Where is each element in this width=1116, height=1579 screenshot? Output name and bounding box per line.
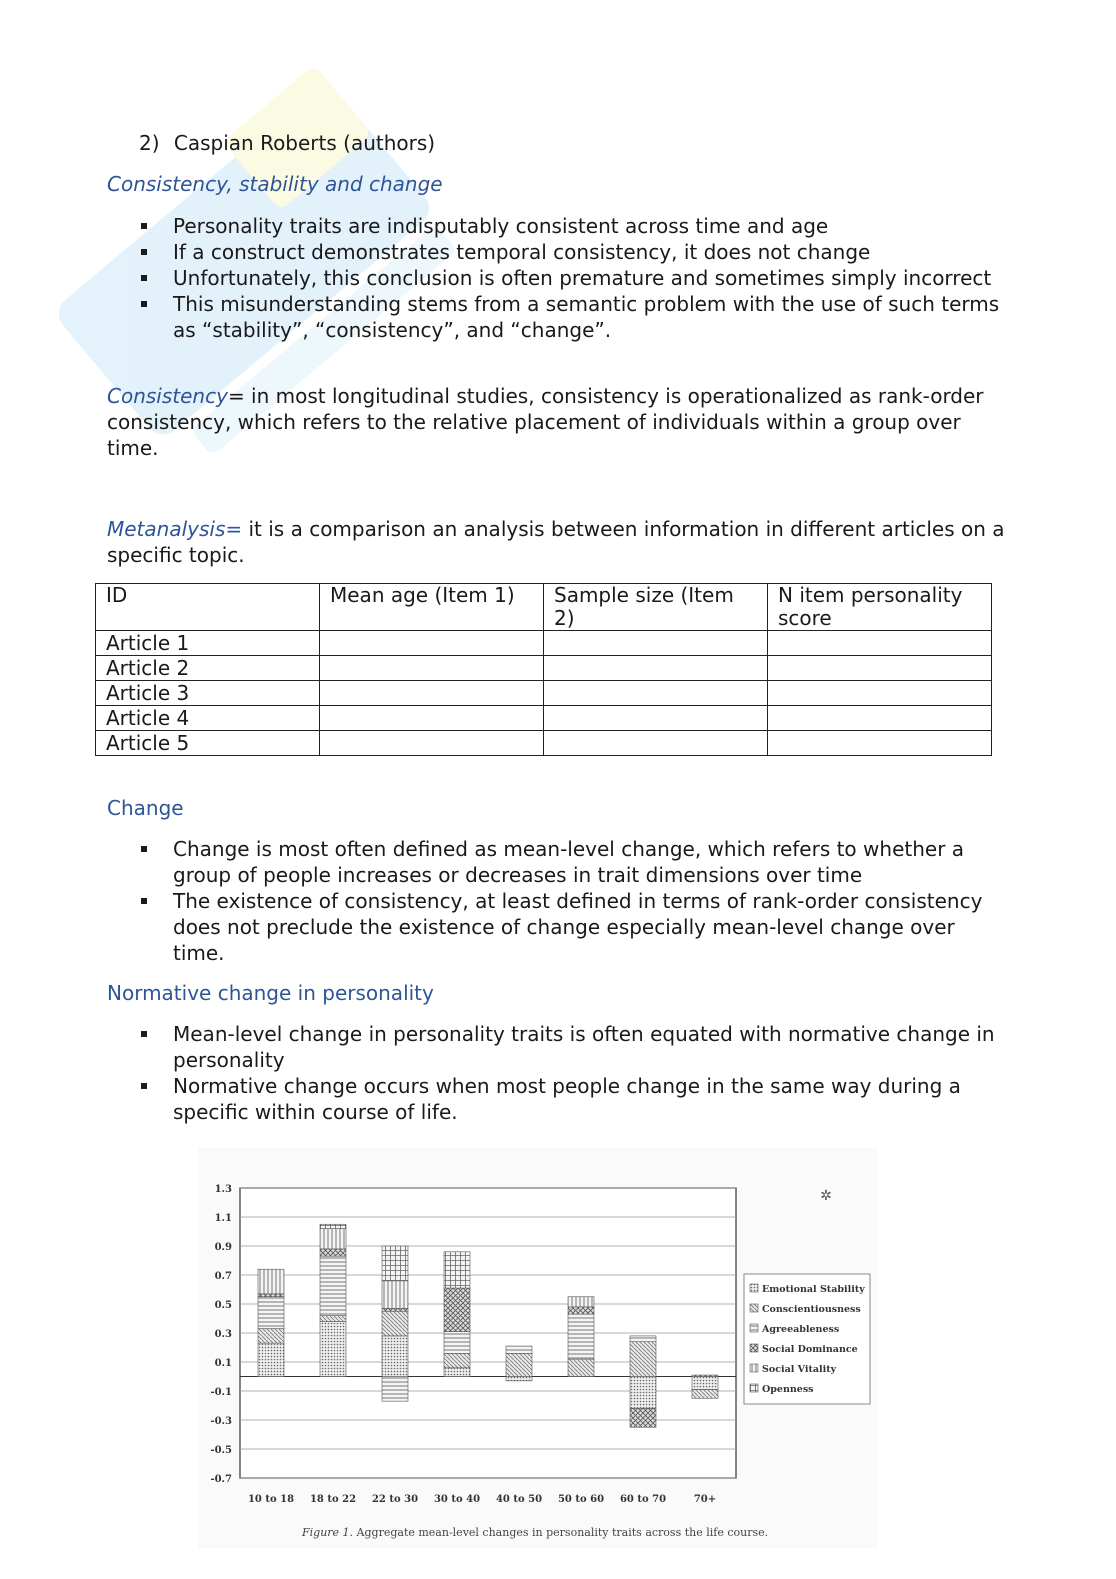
table-cell [320, 706, 544, 731]
table-cell [544, 731, 768, 756]
bar-segment [258, 1297, 284, 1329]
x-tick-label: 60 to 70 [619, 1494, 667, 1505]
table-header-cell: Mean age (Item 1) [320, 584, 544, 631]
x-tick-label: 40 to 50 [495, 1494, 543, 1505]
x-tick-label: 30 to 40 [433, 1494, 481, 1505]
bar-segment [506, 1353, 532, 1376]
legend-swatch [750, 1304, 758, 1312]
bullet-item: Change is most often defined as mean-level change, which refers to whether a group of people increases or decreases in trait dimensions over time [107, 836, 1007, 888]
legend-label: Social Vitality [762, 1364, 837, 1375]
y-tick-label: 1.3 [214, 1184, 232, 1195]
bullet-item: Personality traits are indisputably consistent across time and age [107, 213, 1007, 239]
bar-segment [692, 1390, 718, 1399]
bar-segment [382, 1281, 408, 1309]
y-tick-label: 0.3 [214, 1329, 232, 1340]
figure-caption [301, 1526, 768, 1539]
bar-segment [444, 1353, 470, 1368]
table-row [96, 656, 992, 681]
bar-segment [258, 1269, 284, 1294]
bar-segment [320, 1249, 346, 1256]
personality-change-chart [198, 1148, 878, 1548]
x-tick-label: 10 to 18 [247, 1494, 295, 1505]
bullet-item: If a construct demonstrates temporal consistency, it does not change [107, 239, 1007, 265]
bar-segment [320, 1256, 346, 1315]
bar-segment [382, 1246, 408, 1281]
legend-label: Agreeableness [762, 1324, 840, 1335]
bar-segment [692, 1377, 718, 1390]
legend-swatch [750, 1384, 758, 1392]
bar-segment [444, 1288, 470, 1332]
item-number: 2) [139, 131, 160, 155]
table-cell [768, 631, 992, 656]
bar-segment [382, 1311, 408, 1336]
table-cell [320, 631, 544, 656]
table-header-cell: ID [96, 584, 320, 631]
x-tick-label: 22 to 30 [371, 1494, 419, 1505]
bar-segment [692, 1375, 718, 1376]
bullet-item: The existence of consistency, at least defined in terms of rank-order consistency does not preclude the existence of change especially mean-level change over time. [107, 888, 1007, 966]
definition-text: = in most longitudinal studies, consistency is operationalized as rank-order consistency, which refers to the relative placement of individuals within a group over time. [107, 384, 984, 460]
table-row [96, 681, 992, 706]
bullet-list-change [107, 836, 1007, 966]
table-cell: Article 4 [96, 706, 320, 731]
table-cell: Article 2 [96, 656, 320, 681]
bullet-item: Unfortunately, this conclusion is often premature and sometimes simply incorrect [107, 265, 1007, 291]
x-tick-label: 18 to 22 [309, 1494, 357, 1505]
y-tick-label: 0.7 [214, 1271, 232, 1282]
definition-consistency [107, 383, 1007, 461]
legend-swatch [750, 1284, 758, 1292]
figure-caption-label: Figure 1. [302, 1526, 357, 1539]
bar-segment [506, 1346, 532, 1353]
bar-segment [258, 1329, 284, 1344]
section-heading-normative: Normative change in personality [107, 981, 434, 1005]
bar-segment [506, 1377, 532, 1381]
table-header-cell: N item personality score [768, 584, 992, 631]
definition-term: Metanalysis= [107, 517, 243, 541]
bar-segment [320, 1229, 346, 1249]
legend-swatch [750, 1364, 758, 1372]
table-row [96, 731, 992, 756]
table-cell [768, 706, 992, 731]
section-heading-change: Change [107, 796, 184, 820]
y-tick-label: -0.3 [210, 1416, 232, 1427]
table-cell [544, 656, 768, 681]
legend-swatch [750, 1344, 758, 1352]
table-header-cell: Sample size (Item 2) [544, 584, 768, 631]
star-icon: ✲ [820, 1188, 832, 1204]
numbered-item [139, 131, 435, 155]
table-cell [544, 681, 768, 706]
table-cell [768, 656, 992, 681]
bar-segment [320, 1321, 346, 1376]
table-cell [768, 731, 992, 756]
bar-segment [568, 1359, 594, 1376]
legend-label: Social Dominance [762, 1344, 858, 1355]
table-cell [320, 656, 544, 681]
bar-segment [568, 1314, 594, 1359]
figure-caption-text: Aggregate mean-level changes in personality traits across the life course. [356, 1526, 769, 1539]
table-cell [320, 681, 544, 706]
bullet-item: Normative change occurs when most people change in the same way during a specific within course of life. [107, 1073, 1007, 1125]
y-tick-label: 0.5 [214, 1300, 232, 1311]
bar-segment [320, 1316, 346, 1322]
definition-term: Consistency [107, 384, 228, 408]
x-tick-label: 70+ [693, 1494, 717, 1505]
bar-segment [258, 1294, 284, 1297]
table-cell: Article 3 [96, 681, 320, 706]
bullet-item: This misunderstanding stems from a semantic problem with the use of such terms as “stability”, “consistency”, and “change”. [107, 291, 1007, 343]
bar-segment [444, 1252, 470, 1288]
bar-segment [568, 1297, 594, 1307]
table-cell [320, 731, 544, 756]
bullet-list-normative [107, 1021, 1007, 1125]
table-header-row [96, 584, 992, 631]
bar-segment [382, 1308, 408, 1311]
table-cell [768, 681, 992, 706]
item-text: Caspian Roberts (authors) [173, 131, 436, 155]
bar-segment [630, 1377, 656, 1409]
bar-segment [630, 1336, 656, 1342]
y-tick-label: -0.5 [210, 1445, 232, 1456]
y-tick-label: 0.9 [214, 1242, 232, 1253]
bar-segment [630, 1342, 656, 1377]
bar-segment [444, 1332, 470, 1354]
bar-segment [320, 1224, 346, 1228]
legend-swatch [750, 1324, 758, 1332]
table-row [96, 631, 992, 656]
bullet-list-consistency [107, 213, 1007, 343]
table-cell [544, 631, 768, 656]
bar-segment [382, 1377, 408, 1402]
bar-segment [444, 1368, 470, 1377]
definition-metanalysis [107, 516, 1007, 568]
legend-label: Openness [762, 1384, 814, 1395]
bar-segment [258, 1343, 284, 1376]
bar-segment [630, 1408, 656, 1427]
metanalysis-table [95, 583, 992, 756]
bar-segment [382, 1336, 408, 1377]
legend-label: Emotional Stability [762, 1284, 865, 1295]
y-tick-label: -0.1 [210, 1387, 232, 1398]
section-heading-consistency: Consistency, stability and change [107, 172, 443, 196]
x-tick-label: 50 to 60 [557, 1494, 605, 1505]
y-tick-label: -0.7 [210, 1474, 232, 1485]
table-row [96, 706, 992, 731]
y-tick-label: 0.1 [214, 1358, 232, 1369]
legend-label: Conscientiousness [762, 1304, 861, 1315]
y-tick-label: 1.1 [214, 1213, 232, 1224]
bullet-item: Mean-level change in personality traits is often equated with normative change in personality [107, 1021, 1007, 1073]
table-cell: Article 5 [96, 731, 320, 756]
table-cell: Article 1 [96, 631, 320, 656]
table-cell [544, 706, 768, 731]
bar-segment [568, 1307, 594, 1314]
definition-text: it is a comparison an analysis between information in different articles on a specific topic. [107, 517, 1005, 567]
